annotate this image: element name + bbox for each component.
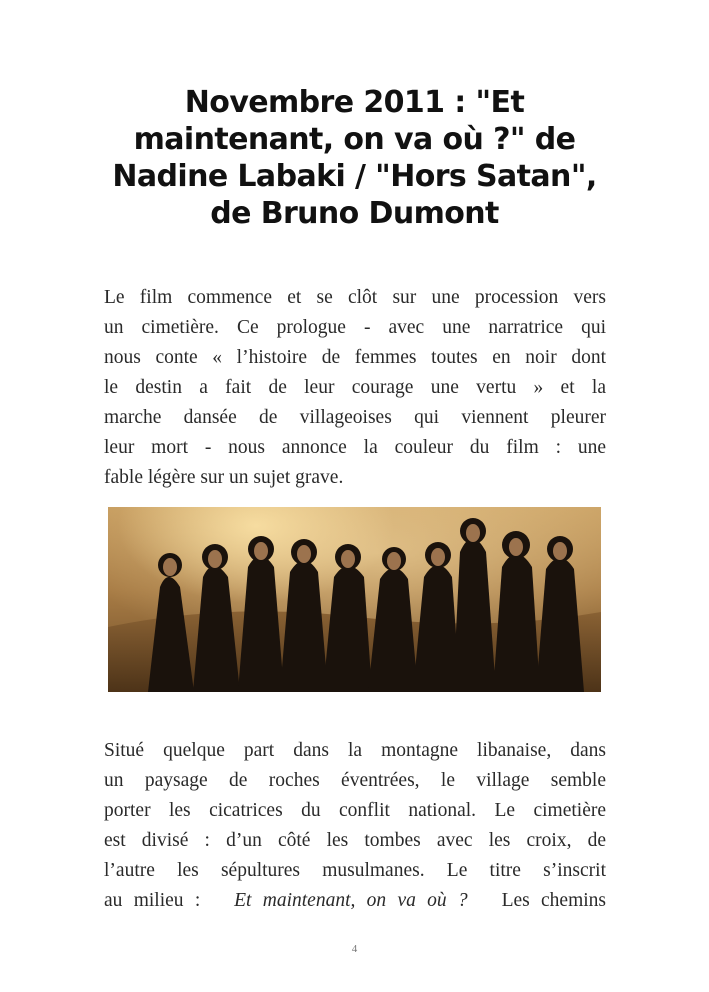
text-line: est divisé : d’un côté les tombes avec les croix, de (104, 830, 606, 851)
text-line (104, 886, 606, 916)
text-segment: au milieu : (104, 890, 201, 911)
text-line: un paysage de roches éventrées, le village semble (104, 770, 606, 791)
text-line: porter les cicatrices du conflit national. Le cimetière (104, 800, 606, 821)
title-line: Novembre 2011 : "Et (184, 85, 525, 120)
text-line: l’autre les sépultures musulmanes. Le titre s’inscrit (104, 860, 606, 881)
text-line: Le film commence et se clôt sur une procession vers (104, 287, 606, 308)
intro-paragraph (104, 283, 606, 493)
article-title (100, 84, 609, 232)
text-line: le destin a fait de leur courage une vertu » et la (104, 377, 606, 398)
film-title-italic: Et maintenant, on va où ? (234, 890, 468, 911)
page-number: 4 (351, 943, 358, 955)
text-segment: Les chemins (501, 890, 607, 911)
film-still-image (108, 507, 601, 692)
title-line: Nadine Labaki / "Hors Satan", (112, 159, 597, 194)
text-line: marche dansée de villageoises qui viennent pleurer (104, 407, 606, 428)
title-line: maintenant, on va où ?" de (133, 122, 576, 157)
body-paragraph (104, 736, 606, 916)
text-line: fable légère sur un sujet grave. (104, 467, 344, 488)
text-line: Situé quelque part dans la montagne libanaise, dans (104, 740, 606, 761)
text-line: nous conte « l’histoire de femmes toutes en noir dont (104, 347, 606, 368)
title-line: de Bruno Dumont (210, 196, 499, 231)
text-line: leur mort - nous annonce la couleur du film : une (104, 437, 606, 458)
text-line: un cimetière. Ce prologue - avec une narratrice qui (104, 317, 606, 338)
